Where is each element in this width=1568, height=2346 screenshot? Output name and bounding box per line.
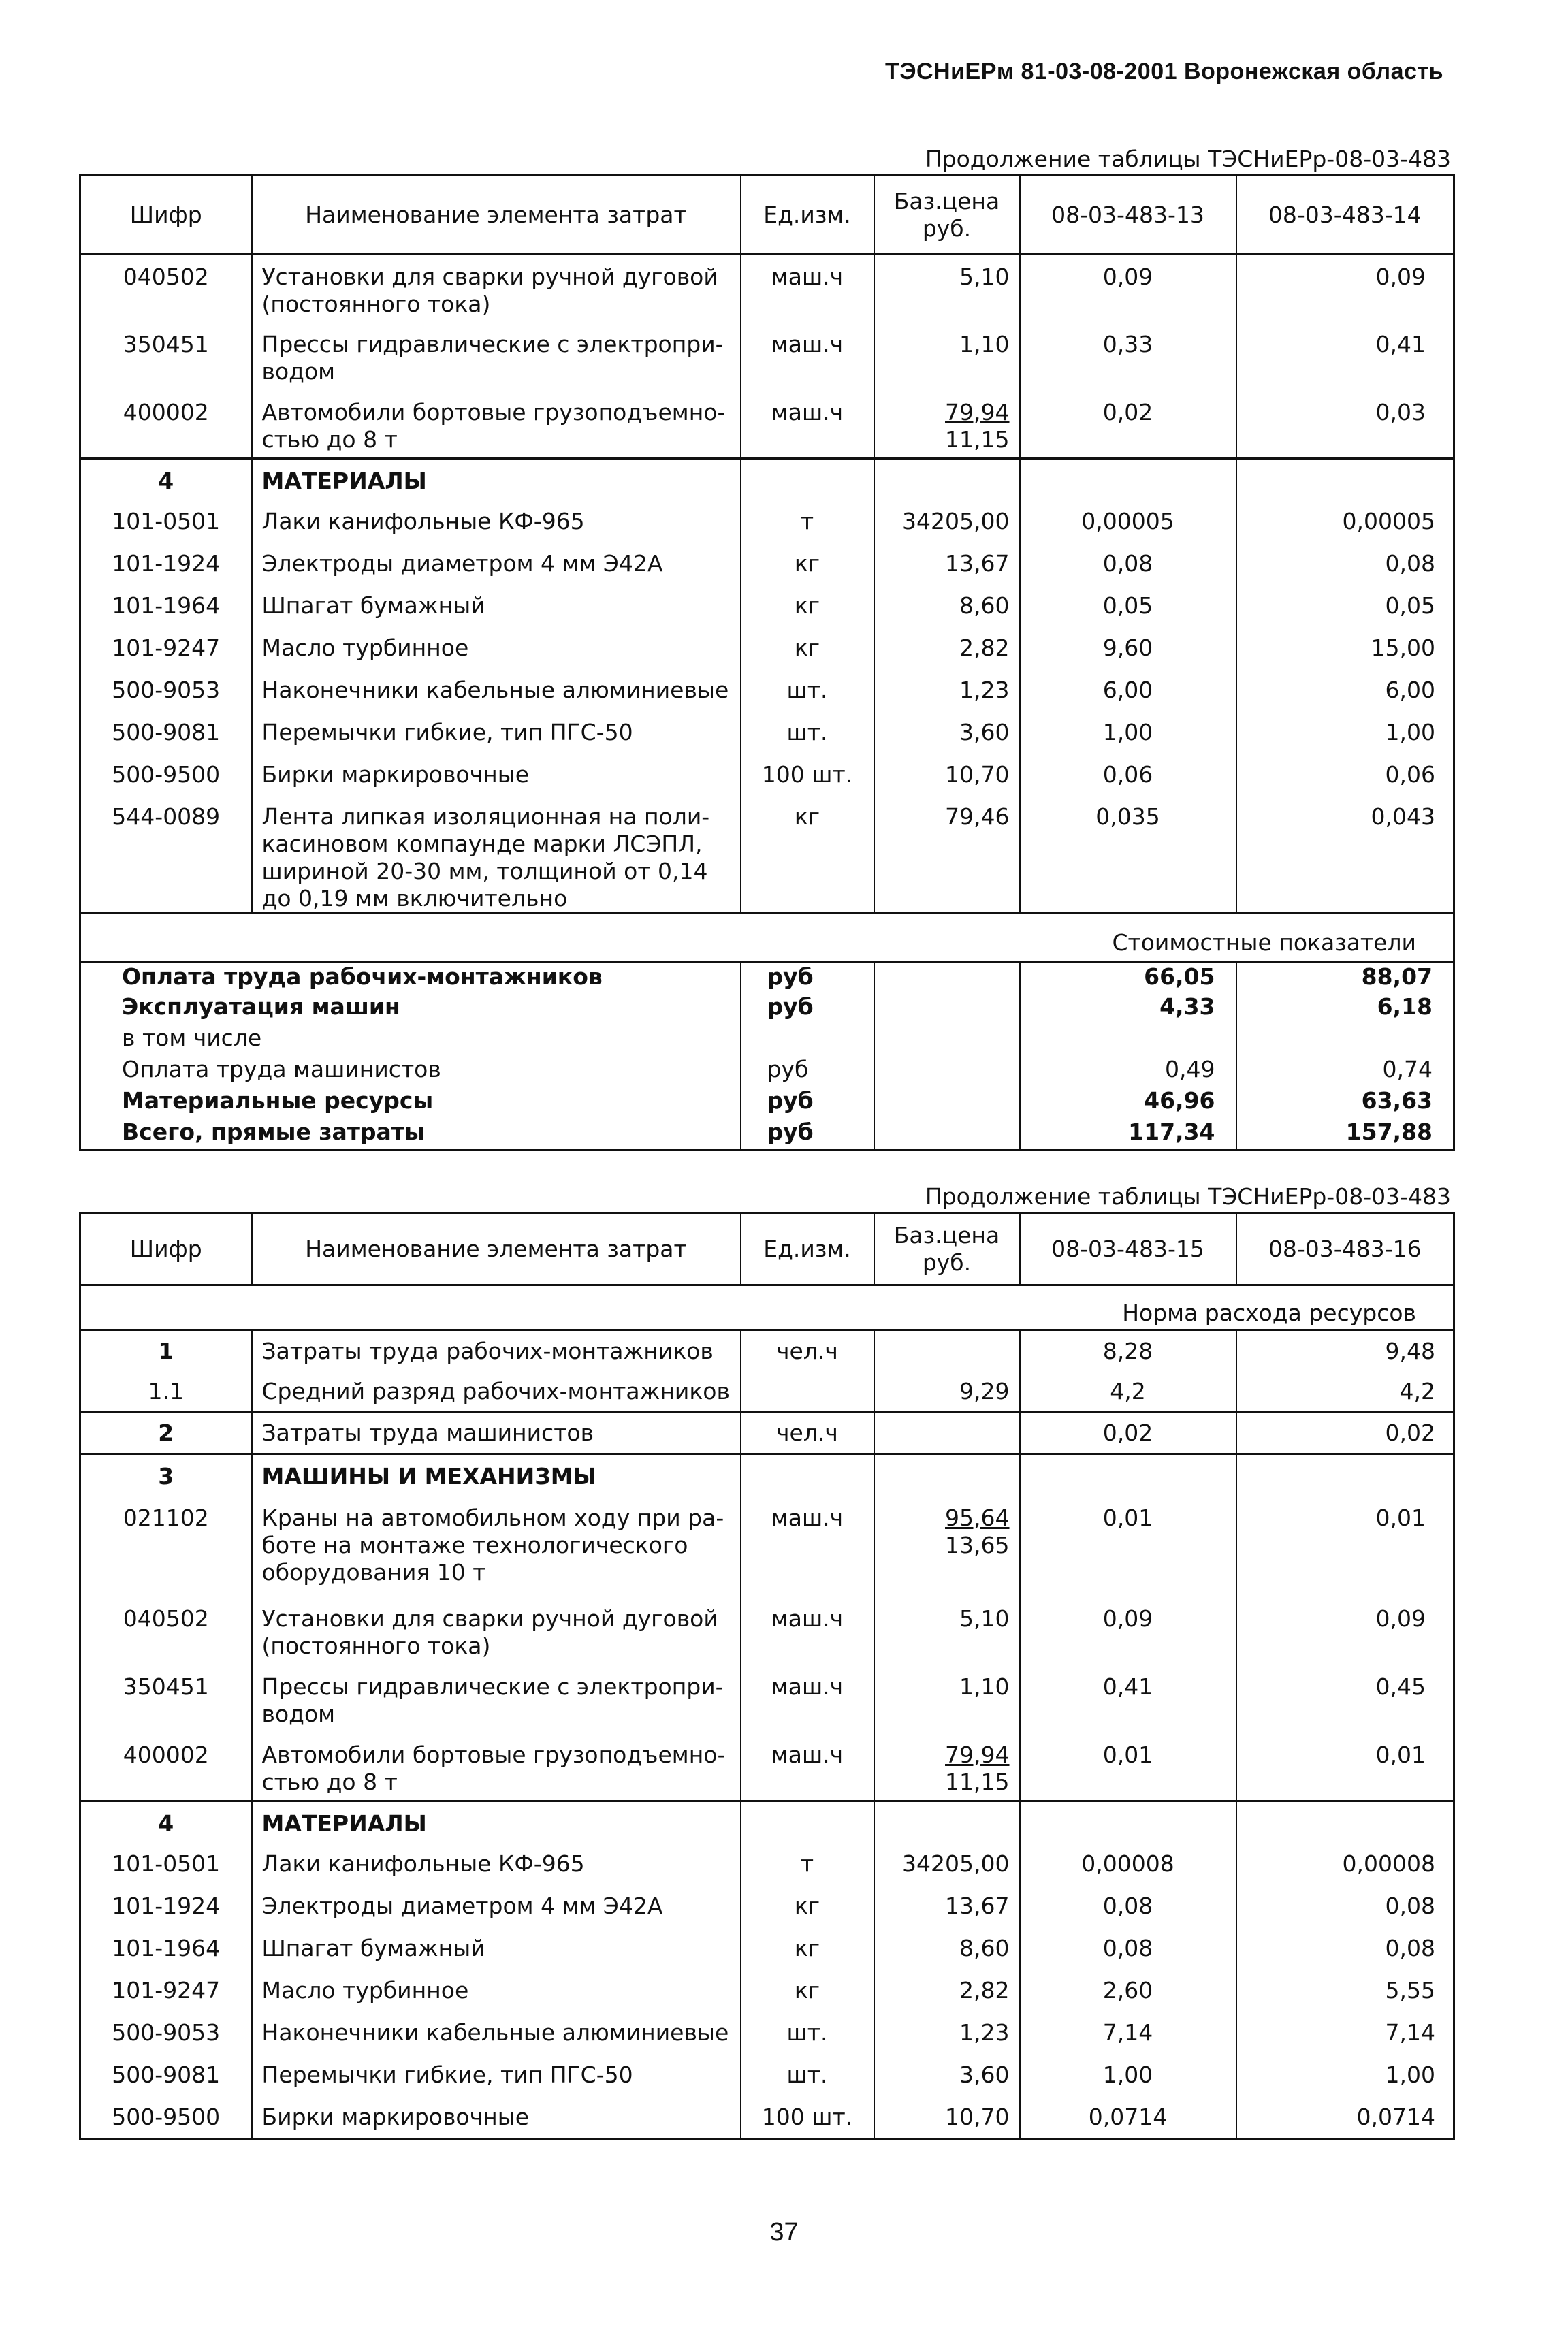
row-unit: маш.ч [741,1597,874,1665]
row-price: 13,67 [874,1886,1020,1928]
row-price-secondary: 11,15 [945,1768,1010,1795]
material-row [80,1970,1454,2012]
row-value-a: 0,01 [1020,1496,1236,1597]
row-unit: кг [741,585,874,628]
row-price: 95,64 [945,1504,1010,1531]
row-price-cell [874,255,1020,323]
row-price: 3,60 [874,712,1020,754]
row-code: 101-1964 [80,1928,252,1970]
table1-caption: Продолжение таблицы ТЭСНиЕРр-08-03-483 [925,146,1451,172]
row-code: 350451 [80,1665,252,1733]
material-row [80,754,1454,797]
cost-row [80,993,1454,1025]
row-name: Электроды диаметром 4 мм Э42А [252,1886,741,1928]
row-unit: маш.ч [741,255,874,323]
cost-row [80,1119,1454,1150]
cost-unit: руб [741,962,874,993]
section-title: МАТЕРИАЛЫ [252,459,741,501]
row-unit: маш.ч [741,1665,874,1733]
cost-label: Оплата труда машинистов [80,1056,741,1087]
row-name: Электроды диаметром 4 мм Э42А [252,543,741,585]
machine-row [80,1665,1454,1733]
cost-label: Материальные ресурсы [80,1087,741,1119]
row-value-a: 0,09 [1020,1597,1236,1665]
cost-price-empty [874,1087,1020,1119]
row-price: 1,10 [959,1673,1010,1700]
material-row [80,2012,1454,2055]
col-header-code-14: 08-03-483-14 [1236,176,1454,255]
cost-unit [741,1025,874,1056]
row-code: 500-9500 [80,754,252,797]
row-value-b: 0,01 [1375,1504,1426,1531]
row-price-secondary: 13,65 [945,1531,1010,1558]
row-code: 1.1 [80,1371,252,1412]
row-code: 500-9081 [80,2055,252,2097]
row-unit: 100 шт. [741,754,874,797]
row-code: 500-9081 [80,712,252,754]
row-code: 2 [80,1412,252,1454]
row-code: 101-1924 [80,1886,252,1928]
material-row [80,2055,1454,2097]
norm-header: Норма расхода ресурсов [80,1285,1454,1330]
row-price: 9,29 [874,1371,1020,1412]
row-name: Бирки маркировочные [252,754,741,797]
row-code: 400002 [80,391,252,459]
row-price: 3,60 [874,2055,1020,2097]
cost-unit: руб [741,1087,874,1119]
row-value-a: 6,00 [1020,670,1236,712]
col-header-price: Баз.цена руб. [874,176,1020,255]
row-price: 13,67 [874,543,1020,585]
row-price: 2,82 [874,1970,1020,2012]
machine-row [80,1733,1454,1801]
row-price: 2,82 [874,628,1020,670]
row-value-b: 1,00 [1385,2061,1435,2088]
material-row [80,670,1454,712]
row-value-b: 0,09 [1375,263,1426,290]
material-row [80,1886,1454,1928]
row-unit: маш.ч [741,391,874,459]
section-title: МАШИНЫ И МЕХАНИЗМЫ [252,1454,741,1496]
row-value-b: 7,14 [1385,2019,1435,2046]
row-value-b: 1,00 [1385,718,1435,745]
row-price-cell [874,391,1020,459]
row-unit: маш.ч [741,323,874,391]
cost-value-a: 0,49 [1020,1056,1236,1087]
cost-value-a [1020,1025,1236,1056]
machine-row [80,1496,1454,1597]
row-name: Бирки маркировочные [252,2097,741,2139]
row-price: 8,60 [874,585,1020,628]
material-row [80,585,1454,628]
cost-value-b [1236,1025,1454,1056]
row-price: 8,60 [874,1928,1020,1970]
cost-value-b: 0,74 [1382,1056,1433,1082]
row-name: Наконечники кабельные алюминиевые [252,2012,741,2055]
row-name: Средний разряд рабочих-монтажников [252,1371,741,1412]
row-price: 1,10 [959,330,1010,357]
table2-machines-section [80,1454,1454,1496]
row-value-b: 0,00005 [1342,507,1435,534]
col-header-unit: Ед.изм. [741,1213,874,1285]
row-unit: маш.ч [741,1733,874,1801]
row-price [874,1412,1020,1454]
cost-row [80,962,1454,993]
cost-value-a: 46,96 [1020,1087,1236,1119]
row-value-b: 4,2 [1399,1377,1435,1404]
row-name: Краны на автомобильном ходу при ра-боте на монтаже технологического оборудования 10 т [252,1496,741,1597]
row-unit: кг [741,1886,874,1928]
document-header: ТЭСНиЕРм 81-03-08-2001 Воронежская область [885,59,1443,84]
row-value-a: 7,14 [1020,2012,1236,2055]
row-value-a: 0,08 [1020,543,1236,585]
row-value-b: 0,08 [1385,1892,1435,1919]
row-price-cell [874,1496,1020,1597]
row-value-a: 9,60 [1020,628,1236,670]
cost-price-empty [874,962,1020,993]
page-number: 37 [769,2218,799,2247]
row-unit: кг [741,543,874,585]
row-value-a: 0,035 [1020,797,1236,914]
labor-row [80,1330,1454,1371]
row-value-a: 0,00005 [1020,501,1236,543]
row-price: 10,70 [874,754,1020,797]
row-code: 350451 [80,323,252,391]
material-row [80,1844,1454,1886]
cost-header: Стоимостные показатели [80,913,1454,962]
row-price: 79,46 [874,797,1020,914]
table2-materials-section [80,1801,1454,1844]
row-unit: кг [741,628,874,670]
col-header-price: Баз.цена руб. [874,1213,1020,1285]
section-number: 4 [80,459,252,501]
row-price: 34205,00 [874,1844,1020,1886]
row-name: Прессы гидравлические с электропри-водом [252,323,741,391]
row-name: Шпагат бумажный [252,585,741,628]
row-unit: шт. [741,2055,874,2097]
col-header-code: Шифр [80,176,252,255]
row-value-a: 4,2 [1020,1371,1236,1412]
row-price-cell [874,1665,1020,1733]
row-name: Масло турбинное [252,628,741,670]
row-name: Затраты труда рабочих-монтажников [252,1330,741,1371]
row-code: 101-1924 [80,543,252,585]
table2-header-row [80,1213,1454,1285]
section-title: МАТЕРИАЛЫ [252,1801,741,1844]
row-value-b: 5,55 [1385,1976,1435,2004]
row-value-a: 0,08 [1020,1886,1236,1928]
cost-value-b: 63,63 [1361,1087,1433,1114]
row-value-b: 0,45 [1375,1673,1426,1700]
table1-header-row [80,176,1454,255]
row-unit [741,1371,874,1412]
row-value-b: 0,08 [1385,549,1435,577]
row-price: 5,10 [959,263,1010,290]
cost-unit: руб [741,1119,874,1150]
row-name: Прессы гидравлические с электропри-водом [252,1665,741,1733]
row-price: 1,23 [874,670,1020,712]
row-value-a: 0,01 [1020,1733,1236,1801]
row-unit: шт. [741,670,874,712]
material-row [80,501,1454,543]
row-unit: шт. [741,2012,874,2055]
table1-cost-header-row [80,913,1454,962]
row-value-a: 2,60 [1020,1970,1236,2012]
row-value-a: 0,41 [1020,1665,1236,1733]
row-value-a: 0,02 [1020,391,1236,459]
section-number: 3 [80,1454,252,1496]
row-value-b: 0,00008 [1342,1850,1435,1877]
cost-value-b: 88,07 [1361,963,1433,990]
material-row [80,797,1454,914]
row-value-b: 0,043 [1371,803,1435,830]
row-name: Наконечники кабельные алюминиевые [252,670,741,712]
row-price-secondary: 11,15 [945,425,1010,453]
row-name: Автомобили бортовые грузоподъемно-стью до 8 т [252,391,741,459]
row-unit: чел.ч [741,1330,874,1371]
row-value-b: 9,48 [1385,1338,1435,1364]
col-header-code-16: 08-03-483-16 [1236,1213,1454,1285]
row-value-b: 0,41 [1375,330,1426,357]
cost-label: Всего, прямые затраты [80,1119,741,1150]
row-price: 79,94 [945,1741,1010,1768]
col-header-name: Наименование элемента затрат [252,176,741,255]
row-code: 544-0089 [80,797,252,914]
row-unit: маш.ч [741,1496,874,1597]
col-header-name: Наименование элемента затрат [252,1213,741,1285]
row-value-b: 0,06 [1385,760,1435,788]
row-unit: кг [741,1928,874,1970]
row-price [874,1330,1020,1371]
row-name: Масло турбинное [252,1970,741,2012]
row-value-a: 0,0714 [1020,2097,1236,2139]
machine-row [80,255,1454,323]
row-value-15: 0,02 [1020,1412,1236,1454]
row-value-b: 0,03 [1375,398,1426,425]
cost-price-empty [874,1056,1020,1087]
row-price-cell [874,1597,1020,1665]
table2 [79,1212,1455,2140]
row-value-b: 0,0714 [1356,2103,1435,2130]
machine-row [80,1597,1454,1665]
row-price: 79,94 [945,398,1010,425]
row-code: 101-1964 [80,585,252,628]
material-row [80,2097,1454,2139]
row-value-a: 8,28 [1020,1330,1236,1371]
table2-norm-header-row [80,1285,1454,1330]
row-name: Шпагат бумажный [252,1928,741,1970]
cost-label: Эксплуатация машин [80,993,741,1025]
row-value-a: 1,00 [1020,712,1236,754]
row-value-a: 1,00 [1020,2055,1236,2097]
cost-price-empty [874,993,1020,1025]
cost-value-a: 117,34 [1020,1119,1236,1150]
row-price: 10,70 [874,2097,1020,2139]
row-unit: кг [741,797,874,914]
row-value-b: 0,08 [1385,1934,1435,1961]
cost-price-empty [874,1025,1020,1056]
row-code: 400002 [80,1733,252,1801]
row-value-a: 0,09 [1020,255,1236,323]
col-header-code-15: 08-03-483-15 [1020,1213,1236,1285]
row-name: Установки для сварки ручной дуговой (постоянного тока) [252,255,741,323]
cost-value-b: 157,88 [1345,1119,1433,1145]
row-code: 500-9500 [80,2097,252,2139]
cost-label: в том числе [80,1025,741,1056]
section-number: 4 [80,1801,252,1844]
cost-value-b: 6,18 [1377,993,1433,1020]
table2-caption: Продолжение таблицы ТЭСНиЕРр-08-03-483 [925,1183,1451,1210]
col-header-code-13: 08-03-483-13 [1020,176,1236,255]
row-name: Перемычки гибкие, тип ПГС-50 [252,712,741,754]
row-name: Лаки канифольные КФ-965 [252,1844,741,1886]
row-unit: чел.ч [741,1412,874,1454]
row-name: Лаки канифольные КФ-965 [252,501,741,543]
machine-row [80,323,1454,391]
row-code: 101-9247 [80,628,252,670]
col-header-unit: Ед.изм. [741,176,874,255]
machine-row [80,391,1454,459]
row-name: Установки для сварки ручной дуговой (постоянного тока) [252,1597,741,1665]
material-row [80,543,1454,585]
row-value-a: 0,05 [1020,585,1236,628]
row-code: 101-0501 [80,501,252,543]
row-value-b: 6,00 [1385,676,1435,703]
row-name: Затраты труда машинистов [252,1412,741,1454]
row-value-b: 15,00 [1371,634,1435,661]
row-value-a: 0,06 [1020,754,1236,797]
table1-materials-section [80,459,1454,501]
row-unit: шт. [741,712,874,754]
row-name: Перемычки гибкие, тип ПГС-50 [252,2055,741,2097]
cost-label: Оплата труда рабочих-монтажников [80,962,741,993]
row-name: Автомобили бортовые грузоподъемно-стью до 8 т [252,1733,741,1801]
row-code: 500-9053 [80,670,252,712]
row-unit: т [741,1844,874,1886]
row-price: 34205,00 [874,501,1020,543]
row-name: Лента липкая изоляционная на поли-касиновом компаунде марки ЛСЭПЛ, шириной 20-30 мм, толщиной от 0,14 до 0,19 мм включительно [252,797,741,914]
row-value-16: 0,02 [1236,1412,1454,1454]
material-row [80,628,1454,670]
labor-row [80,1371,1454,1412]
row-code: 040502 [80,255,252,323]
row-price: 5,10 [959,1605,1010,1632]
row-code: 500-9053 [80,2012,252,2055]
row-value-a: 0,00008 [1020,1844,1236,1886]
cost-price-empty [874,1119,1020,1150]
row-code: 040502 [80,1597,252,1665]
row-value-a: 0,33 [1020,323,1236,391]
cost-row [80,1056,1454,1087]
cost-unit: руб [741,1056,874,1087]
material-row [80,1928,1454,1970]
cost-value-a: 4,33 [1020,993,1236,1025]
row-value-b: 0,09 [1375,1605,1426,1632]
cost-unit: руб [741,993,874,1025]
cost-row [80,1087,1454,1119]
table2-labor2-row [80,1412,1454,1454]
col-header-code: Шифр [80,1213,252,1285]
row-code: 021102 [80,1496,252,1597]
row-value-b: 0,05 [1385,592,1435,619]
row-price-cell [874,323,1020,391]
cost-value-a: 66,05 [1020,962,1236,993]
row-price-cell [874,1733,1020,1801]
cost-row [80,1025,1454,1056]
row-value-b: 0,01 [1375,1741,1426,1768]
row-code: 101-0501 [80,1844,252,1886]
row-unit: 100 шт. [741,2097,874,2139]
row-code: 101-9247 [80,1970,252,2012]
row-code: 1 [80,1330,252,1371]
material-row [80,712,1454,754]
row-value-a: 0,08 [1020,1928,1236,1970]
row-unit: т [741,501,874,543]
table1 [79,174,1455,1151]
row-price: 1,23 [874,2012,1020,2055]
row-unit: кг [741,1970,874,2012]
